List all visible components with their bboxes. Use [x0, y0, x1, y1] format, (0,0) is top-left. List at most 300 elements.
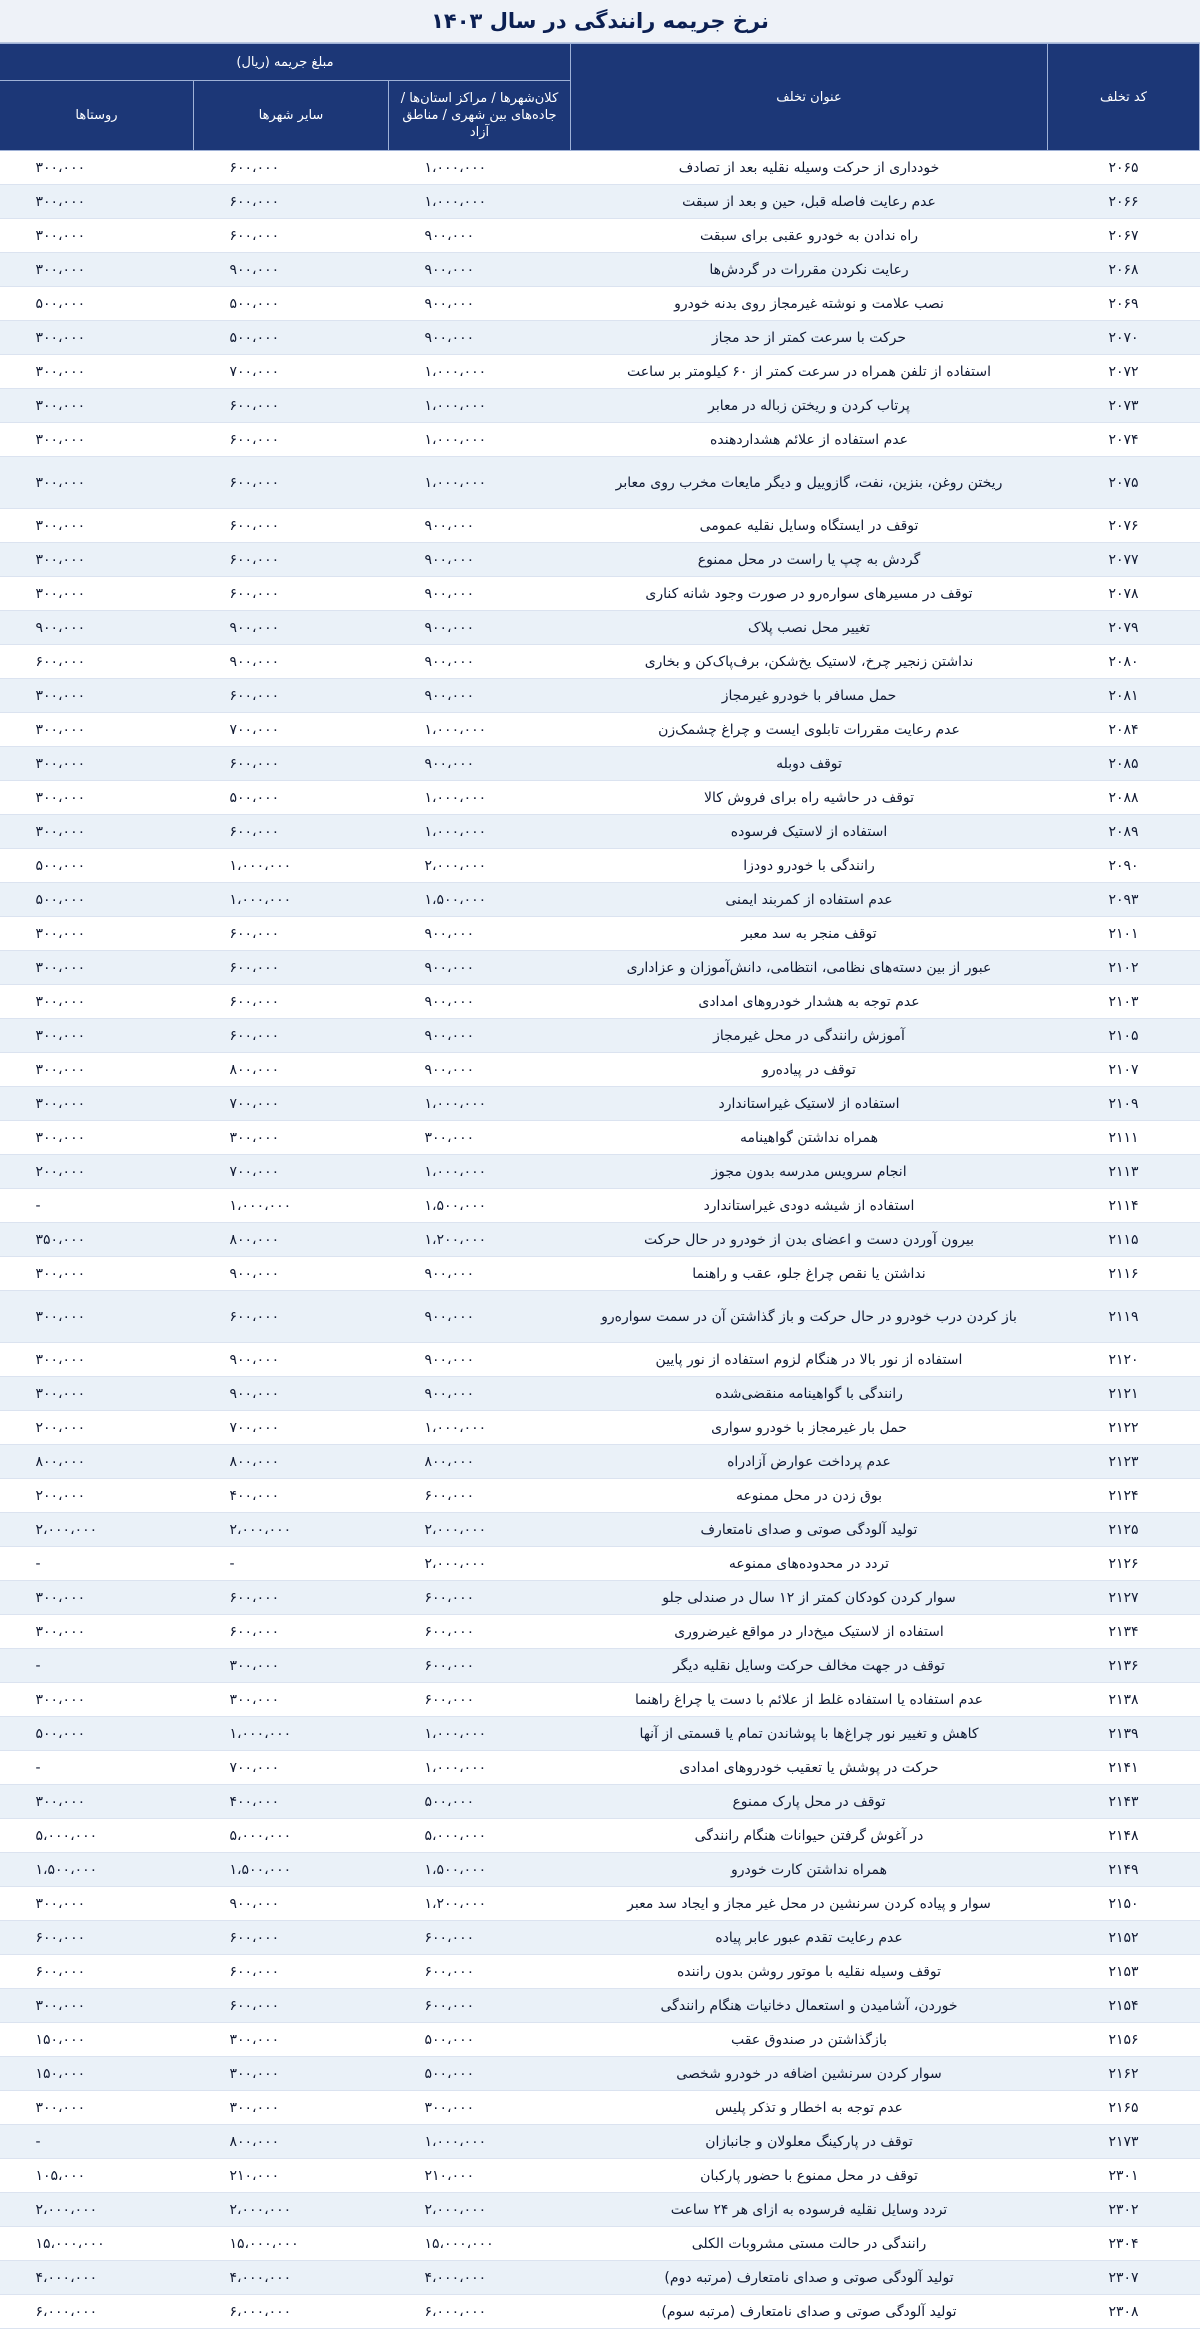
violation-code: ۲۱۵۰	[1048, 1887, 1200, 1921]
violation-code: ۲۱۱۵	[1048, 1223, 1200, 1257]
table-row	[0, 679, 1200, 713]
fine-villages: ۳۰۰،۰۰۰	[0, 713, 194, 747]
violation-code: ۲۰۹۰	[1048, 849, 1200, 883]
fine-big-cities: ۱،۰۰۰،۰۰۰	[389, 713, 571, 747]
table-row	[0, 253, 1200, 287]
fine-villages: ۳۰۰،۰۰۰	[0, 1019, 194, 1053]
fine-other-cities: ۷۰۰،۰۰۰	[194, 1751, 389, 1785]
violation-code: ۲۱۱۱	[1048, 1121, 1200, 1155]
violation-code: ۲۳۰۷	[1048, 2261, 1200, 2295]
table-row	[0, 2295, 1200, 2329]
violation-code: ۲۰۷۰	[1048, 321, 1200, 355]
violation-code: ۲۱۰۲	[1048, 951, 1200, 985]
violation-title: رعایت نکردن مقررات در گردش‌ها	[571, 253, 1048, 287]
violation-code: ۲۰۶۸	[1048, 253, 1200, 287]
violation-code: ۲۱۴۹	[1048, 1853, 1200, 1887]
table-row	[0, 1257, 1200, 1291]
fine-big-cities: ۹۰۰،۰۰۰	[389, 951, 571, 985]
violation-title: تغییر محل نصب پلاک	[571, 611, 1048, 645]
fine-big-cities: ۳۰۰،۰۰۰	[389, 1121, 571, 1155]
violation-title: توقف منجر به سد معبر	[571, 917, 1048, 951]
fine-big-cities: ۱،۰۰۰،۰۰۰	[389, 1411, 571, 1445]
table-row	[0, 185, 1200, 219]
violation-title: تولید آلودگی صوتی و صدای نامتعارف (مرتبه دوم)	[571, 2261, 1048, 2295]
violation-code: ۲۱۲۰	[1048, 1343, 1200, 1377]
violation-title: توقف در ایستگاه وسایل نقلیه عمومی	[571, 509, 1048, 543]
table-row	[0, 423, 1200, 457]
table-row	[0, 1513, 1200, 1547]
fine-other-cities: ۷۰۰،۰۰۰	[194, 1411, 389, 1445]
fine-other-cities: ۹۰۰،۰۰۰	[194, 1377, 389, 1411]
table-row	[0, 2091, 1200, 2125]
table-row	[0, 917, 1200, 951]
fine-other-cities: ۷۰۰،۰۰۰	[194, 355, 389, 389]
violation-code: ۲۳۰۸	[1048, 2295, 1200, 2329]
fine-villages: ۱۰۵،۰۰۰	[0, 2159, 194, 2193]
table-row	[0, 1445, 1200, 1479]
violation-code: ۲۱۳۴	[1048, 1615, 1200, 1649]
violation-code: ۲۱۰۱	[1048, 917, 1200, 951]
fine-villages: ۳۰۰،۰۰۰	[0, 1087, 194, 1121]
fine-big-cities: ۱،۲۰۰،۰۰۰	[389, 1887, 571, 1921]
violation-title: کاهش و تغییر نور چراغ‌ها با پوشاندن تمام یا قسمتی از آنها	[571, 1717, 1048, 1751]
fine-other-cities: ۱،۰۰۰،۰۰۰	[194, 1189, 389, 1223]
violation-code: ۲۱۶۲	[1048, 2057, 1200, 2091]
table-row	[0, 883, 1200, 917]
table-row	[0, 781, 1200, 815]
violation-title: تردد وسایل نقلیه فرسوده به ازای هر ۲۴ ساعت	[571, 2193, 1048, 2227]
fine-villages: -	[0, 1547, 194, 1581]
fine-other-cities: ۶۰۰،۰۰۰	[194, 985, 389, 1019]
fine-villages: -	[0, 1189, 194, 1223]
fine-villages: ۵۰۰،۰۰۰	[0, 1717, 194, 1751]
fine-villages: ۳۰۰،۰۰۰	[0, 1785, 194, 1819]
fine-other-cities: ۶۰۰،۰۰۰	[194, 389, 389, 423]
violation-code: ۲۱۲۱	[1048, 1377, 1200, 1411]
fine-villages: -	[0, 1751, 194, 1785]
table-row	[0, 1615, 1200, 1649]
violation-title: همراه نداشتن گواهینامه	[571, 1121, 1048, 1155]
fine-big-cities: ۱،۵۰۰،۰۰۰	[389, 1853, 571, 1887]
fine-other-cities: ۹۰۰،۰۰۰	[194, 1257, 389, 1291]
fine-other-cities: ۴۰۰،۰۰۰	[194, 1479, 389, 1513]
fine-villages: ۳۰۰،۰۰۰	[0, 1053, 194, 1087]
fine-big-cities: ۹۰۰،۰۰۰	[389, 253, 571, 287]
fine-other-cities: ۶۰۰،۰۰۰	[194, 185, 389, 219]
fine-villages: ۱۵۰،۰۰۰	[0, 2057, 194, 2091]
violation-title: استفاده از لاستیک غیراستاندارد	[571, 1087, 1048, 1121]
table-row	[0, 1223, 1200, 1257]
violation-code: ۲۱۳۸	[1048, 1683, 1200, 1717]
table-row	[0, 2159, 1200, 2193]
fine-big-cities: ۳۰۰،۰۰۰	[389, 2091, 571, 2125]
table-row	[0, 2125, 1200, 2159]
fine-other-cities: ۲۱۰،۰۰۰	[194, 2159, 389, 2193]
violation-code: ۲۱۷۳	[1048, 2125, 1200, 2159]
fine-big-cities: ۹۰۰،۰۰۰	[389, 543, 571, 577]
fine-other-cities: ۶۰۰،۰۰۰	[194, 423, 389, 457]
fine-other-cities: ۹۰۰،۰۰۰	[194, 1343, 389, 1377]
fine-villages: ۳۰۰،۰۰۰	[0, 509, 194, 543]
fine-other-cities: ۵۰۰،۰۰۰	[194, 321, 389, 355]
table-row	[0, 2193, 1200, 2227]
fine-other-cities: ۱،۰۰۰،۰۰۰	[194, 849, 389, 883]
violation-code: ۲۱۲۳	[1048, 1445, 1200, 1479]
fine-big-cities: ۲،۰۰۰،۰۰۰	[389, 2193, 571, 2227]
fine-villages: ۳۰۰،۰۰۰	[0, 253, 194, 287]
fine-villages: ۳۰۰،۰۰۰	[0, 747, 194, 781]
fine-villages: ۳۰۰،۰۰۰	[0, 917, 194, 951]
fine-villages: ۳۰۰،۰۰۰	[0, 219, 194, 253]
violation-code: ۲۰۸۰	[1048, 645, 1200, 679]
violation-title: تردد در محدوده‌های ممنوعه	[571, 1547, 1048, 1581]
header-other-cities: سایر شهرها	[194, 81, 389, 151]
table-row	[0, 1887, 1200, 1921]
violation-title: استفاده از شیشه دودی غیراستاندارد	[571, 1189, 1048, 1223]
violation-title: توقف در محل پارک ممنوع	[571, 1785, 1048, 1819]
fine-other-cities: ۸۰۰،۰۰۰	[194, 1223, 389, 1257]
violation-code: ۲۱۴۱	[1048, 1751, 1200, 1785]
fine-other-cities: ۴۰۰،۰۰۰	[194, 1785, 389, 1819]
fine-villages: ۳۰۰،۰۰۰	[0, 355, 194, 389]
violation-code: ۲۱۱۳	[1048, 1155, 1200, 1189]
violation-title: توقف در محل ممنوع با حضور پارکبان	[571, 2159, 1048, 2193]
violation-code: ۲۱۵۶	[1048, 2023, 1200, 2057]
fine-villages: ۵۰۰،۰۰۰	[0, 883, 194, 917]
violation-title: نداشتن زنجیر چرخ، لاستیک یخ‌شکن، برف‌پاک‌کن و بخاری	[571, 645, 1048, 679]
table-row	[0, 1121, 1200, 1155]
table-row	[0, 1343, 1200, 1377]
table-row	[0, 457, 1200, 509]
violation-title: باز کردن درب خودرو در حال حرکت و باز گذاشتن آن در سمت سواره‌رو	[571, 1291, 1048, 1343]
violation-title: حرکت در پوشش یا تعقیب خودروهای امدادی	[571, 1751, 1048, 1785]
table-row	[0, 2227, 1200, 2261]
fine-villages: ۲۰۰،۰۰۰	[0, 1411, 194, 1445]
fine-villages: ۳۰۰،۰۰۰	[0, 1887, 194, 1921]
table-row	[0, 2057, 1200, 2091]
violation-code: ۲۱۲۶	[1048, 1547, 1200, 1581]
fine-villages: ۲۰۰،۰۰۰	[0, 1155, 194, 1189]
fine-other-cities: ۶۰۰،۰۰۰	[194, 151, 389, 185]
fine-villages: ۳۰۰،۰۰۰	[0, 679, 194, 713]
violation-title: رانندگی با خودرو دودزا	[571, 849, 1048, 883]
header-violation: عنوان تخلف	[571, 44, 1048, 151]
table-row	[0, 1955, 1200, 1989]
header-villages: روستاها	[0, 81, 194, 151]
violation-title: استفاده از نور بالا در هنگام لزوم استفاده از نور پایین	[571, 1343, 1048, 1377]
violation-code: ۲۱۰۵	[1048, 1019, 1200, 1053]
fine-big-cities: ۶۰۰،۰۰۰	[389, 1479, 571, 1513]
violation-code: ۲۱۱۶	[1048, 1257, 1200, 1291]
fine-other-cities: ۳۰۰،۰۰۰	[194, 2091, 389, 2125]
violation-code: ۲۱۵۳	[1048, 1955, 1200, 1989]
fine-villages: ۳۰۰،۰۰۰	[0, 985, 194, 1019]
fine-other-cities: ۹۰۰،۰۰۰	[194, 645, 389, 679]
violation-code: ۲۰۷۵	[1048, 457, 1200, 509]
table-row	[0, 611, 1200, 645]
fine-other-cities: ۳۰۰،۰۰۰	[194, 1649, 389, 1683]
fine-villages: ۶۰۰،۰۰۰	[0, 645, 194, 679]
fine-other-cities: ۳۰۰،۰۰۰	[194, 1121, 389, 1155]
violation-code: ۲۱۲۷	[1048, 1581, 1200, 1615]
violation-code: ۲۰۷۲	[1048, 355, 1200, 389]
fine-villages: ۳۰۰،۰۰۰	[0, 951, 194, 985]
table-row	[0, 389, 1200, 423]
fine-other-cities: ۹۰۰،۰۰۰	[194, 1887, 389, 1921]
fine-villages: ۳۵۰،۰۰۰	[0, 1223, 194, 1257]
fine-big-cities: ۹۰۰،۰۰۰	[389, 1053, 571, 1087]
violation-title: توقف در حاشیه راه برای فروش کالا	[571, 781, 1048, 815]
violation-title: عدم استفاده از کمربند ایمنی	[571, 883, 1048, 917]
fine-other-cities: ۹۰۰،۰۰۰	[194, 253, 389, 287]
fine-other-cities: ۶۰۰،۰۰۰	[194, 1615, 389, 1649]
violation-title: رانندگی با گواهینامه منقضی‌شده	[571, 1377, 1048, 1411]
fine-big-cities: ۶۰۰،۰۰۰	[389, 1615, 571, 1649]
fine-villages: ۲،۰۰۰،۰۰۰	[0, 2193, 194, 2227]
violation-code: ۲۰۷۷	[1048, 543, 1200, 577]
violation-code: ۲۱۰۷	[1048, 1053, 1200, 1087]
violation-code: ۲۱۰۹	[1048, 1087, 1200, 1121]
violation-title: توقف در پارکینگ معلولان و جانبازان	[571, 2125, 1048, 2159]
fine-big-cities: ۲،۰۰۰،۰۰۰	[389, 1513, 571, 1547]
fine-villages: ۱،۵۰۰،۰۰۰	[0, 1853, 194, 1887]
violation-title: راه ندادن به خودرو عقبی برای سبقت	[571, 219, 1048, 253]
fine-other-cities: ۳۰۰،۰۰۰	[194, 1683, 389, 1717]
violation-code: ۲۰۷۸	[1048, 577, 1200, 611]
violation-code: ۲۰۷۳	[1048, 389, 1200, 423]
fine-villages: ۴،۰۰۰،۰۰۰	[0, 2261, 194, 2295]
fine-villages: ۳۰۰،۰۰۰	[0, 1683, 194, 1717]
violation-code: ۲۰۸۵	[1048, 747, 1200, 781]
fine-big-cities: ۱،۵۰۰،۰۰۰	[389, 1189, 571, 1223]
fine-big-cities: ۶۰۰،۰۰۰	[389, 1921, 571, 1955]
fine-other-cities: ۵۰۰،۰۰۰	[194, 287, 389, 321]
violation-title: گردش به چپ یا راست در محل ممنوع	[571, 543, 1048, 577]
fine-big-cities: ۱،۰۰۰،۰۰۰	[389, 2125, 571, 2159]
fine-villages: ۳۰۰،۰۰۰	[0, 423, 194, 457]
header-code: کد تخلف	[1048, 44, 1200, 151]
fine-other-cities: ۶۰۰،۰۰۰	[194, 577, 389, 611]
table-row	[0, 1683, 1200, 1717]
violation-title: انجام سرویس مدرسه بدون مجوز	[571, 1155, 1048, 1189]
violation-code: ۲۱۲۵	[1048, 1513, 1200, 1547]
fines-table	[0, 43, 1200, 2329]
table-row	[0, 577, 1200, 611]
violation-title: بیرون آوردن دست و اعضای بدن از خودرو در حال حرکت	[571, 1223, 1048, 1257]
fine-other-cities: ۶۰۰،۰۰۰	[194, 1989, 389, 2023]
fine-villages: ۵،۰۰۰،۰۰۰	[0, 1819, 194, 1853]
table-row	[0, 849, 1200, 883]
violation-title: آموزش رانندگی در محل غیرمجاز	[571, 1019, 1048, 1053]
table-row	[0, 1479, 1200, 1513]
fine-big-cities: ۲،۰۰۰،۰۰۰	[389, 1547, 571, 1581]
table-row	[0, 509, 1200, 543]
fine-villages: ۲۰۰،۰۰۰	[0, 1479, 194, 1513]
fine-big-cities: ۱،۲۰۰،۰۰۰	[389, 1223, 571, 1257]
violation-code: ۲۰۷۶	[1048, 509, 1200, 543]
fine-big-cities: ۹۰۰،۰۰۰	[389, 747, 571, 781]
table-row	[0, 1785, 1200, 1819]
table-row	[0, 543, 1200, 577]
fine-big-cities: ۹۰۰،۰۰۰	[389, 1377, 571, 1411]
fine-big-cities: ۹۰۰،۰۰۰	[389, 985, 571, 1019]
violation-code: ۲۰۸۸	[1048, 781, 1200, 815]
fine-big-cities: ۱،۰۰۰،۰۰۰	[389, 1751, 571, 1785]
fine-villages: ۳۰۰،۰۰۰	[0, 577, 194, 611]
violation-code: ۲۰۷۴	[1048, 423, 1200, 457]
violation-title: خودداری از حرکت وسیله نقلیه بعد از تصادف	[571, 151, 1048, 185]
violation-title: عدم استفاده از علائم هشداردهنده	[571, 423, 1048, 457]
violation-title: توقف در پیاده‌رو	[571, 1053, 1048, 1087]
violation-code: ۲۱۶۵	[1048, 2091, 1200, 2125]
table-row	[0, 151, 1200, 185]
fine-other-cities: ۶۰۰،۰۰۰	[194, 747, 389, 781]
violation-code: ۲۰۸۹	[1048, 815, 1200, 849]
fine-villages: ۹۰۰،۰۰۰	[0, 611, 194, 645]
table-row	[0, 1019, 1200, 1053]
fine-big-cities: ۸۰۰،۰۰۰	[389, 1445, 571, 1479]
fine-villages: ۳۰۰،۰۰۰	[0, 1121, 194, 1155]
fine-other-cities: ۸۰۰،۰۰۰	[194, 1445, 389, 1479]
fine-big-cities: ۱،۰۰۰،۰۰۰	[389, 1717, 571, 1751]
table-row	[0, 1377, 1200, 1411]
violation-code: ۲۱۲۴	[1048, 1479, 1200, 1513]
violation-title: سوار کردن کودکان کمتر از ۱۲ سال در صندلی جلو	[571, 1581, 1048, 1615]
fine-big-cities: ۱،۰۰۰،۰۰۰	[389, 355, 571, 389]
violation-title: استفاده از تلفن همراه در سرعت کمتر از ۶۰ کیلومتر بر ساعت	[571, 355, 1048, 389]
fine-villages: ۳۰۰،۰۰۰	[0, 1343, 194, 1377]
header-amount-group: مبلغ جریمه (ریال)	[0, 44, 571, 81]
violation-title: ریختن روغن، بنزین، نفت، گازوییل و دیگر مایعات مخرب روی معابر	[571, 457, 1048, 509]
fine-other-cities: ۱،۰۰۰،۰۰۰	[194, 883, 389, 917]
fine-villages: ۳۰۰،۰۰۰	[0, 815, 194, 849]
fine-other-cities: ۶۰۰،۰۰۰	[194, 543, 389, 577]
violation-title: عدم رعایت مقررات تابلوی ایست و چراغ چشمک‌زن	[571, 713, 1048, 747]
fine-big-cities: ۵۰۰،۰۰۰	[389, 2023, 571, 2057]
violation-title: تولید آلودگی صوتی و صدای نامتعارف	[571, 1513, 1048, 1547]
fine-other-cities: ۶۰۰،۰۰۰	[194, 457, 389, 509]
fine-villages: ۳۰۰،۰۰۰	[0, 1291, 194, 1343]
fine-other-cities: ۶۰۰،۰۰۰	[194, 1921, 389, 1955]
fine-other-cities: ۶۰۰،۰۰۰	[194, 815, 389, 849]
fine-other-cities: ۷۰۰،۰۰۰	[194, 713, 389, 747]
violation-code: ۲۰۸۴	[1048, 713, 1200, 747]
table-row	[0, 321, 1200, 355]
fine-big-cities: ۱،۰۰۰،۰۰۰	[389, 815, 571, 849]
fine-other-cities: ۶۰۰،۰۰۰	[194, 1581, 389, 1615]
violation-code: ۲۱۲۲	[1048, 1411, 1200, 1445]
violation-title: خوردن، آشامیدن و استعمال دخانیات هنگام رانندگی	[571, 1989, 1048, 2023]
violation-code: ۲۰۶۶	[1048, 185, 1200, 219]
fine-villages: ۳۰۰،۰۰۰	[0, 1989, 194, 2023]
violation-title: عدم رعایت تقدم عبور عابر پیاده	[571, 1921, 1048, 1955]
violation-title: عدم توجه به اخطار و تذکر پلیس	[571, 2091, 1048, 2125]
fine-other-cities: ۶۰۰،۰۰۰	[194, 917, 389, 951]
fine-other-cities: ۷۰۰،۰۰۰	[194, 1087, 389, 1121]
violation-title: همراه نداشتن کارت خودرو	[571, 1853, 1048, 1887]
fine-big-cities: ۱،۰۰۰،۰۰۰	[389, 781, 571, 815]
fine-villages: -	[0, 2125, 194, 2159]
table-row	[0, 287, 1200, 321]
violation-title: بوق زدن در محل ممنوعه	[571, 1479, 1048, 1513]
violation-title: نداشتن یا نقص چراغ جلو، عقب و راهنما	[571, 1257, 1048, 1291]
fine-big-cities: ۱،۰۰۰،۰۰۰	[389, 1087, 571, 1121]
fine-other-cities: ۵،۰۰۰،۰۰۰	[194, 1819, 389, 1853]
table-row	[0, 645, 1200, 679]
fine-big-cities: ۹۰۰،۰۰۰	[389, 1257, 571, 1291]
violation-code: ۲۰۶۹	[1048, 287, 1200, 321]
fine-other-cities: ۸۰۰،۰۰۰	[194, 2125, 389, 2159]
fine-other-cities: ۳۰۰،۰۰۰	[194, 2057, 389, 2091]
fine-other-cities: ۶۰۰،۰۰۰	[194, 1291, 389, 1343]
fine-villages: ۱۵۰،۰۰۰	[0, 2023, 194, 2057]
violation-code: ۲۱۳۹	[1048, 1717, 1200, 1751]
table-row	[0, 1189, 1200, 1223]
fine-villages: ۱۵،۰۰۰،۰۰۰	[0, 2227, 194, 2261]
fine-other-cities: ۶۰۰،۰۰۰	[194, 951, 389, 985]
table-row	[0, 747, 1200, 781]
violation-title: پرتاب کردن و ریختن زباله در معابر	[571, 389, 1048, 423]
fine-big-cities: ۹۰۰،۰۰۰	[389, 917, 571, 951]
fine-big-cities: ۹۰۰،۰۰۰	[389, 1291, 571, 1343]
fine-big-cities: ۱۵،۰۰۰،۰۰۰	[389, 2227, 571, 2261]
violation-code: ۲۱۳۶	[1048, 1649, 1200, 1683]
fine-other-cities: ۱،۵۰۰،۰۰۰	[194, 1853, 389, 1887]
fine-villages: ۸۰۰،۰۰۰	[0, 1445, 194, 1479]
table-row	[0, 1819, 1200, 1853]
violation-code: ۲۰۹۳	[1048, 883, 1200, 917]
fine-big-cities: ۹۰۰،۰۰۰	[389, 577, 571, 611]
fine-big-cities: ۹۰۰،۰۰۰	[389, 679, 571, 713]
fine-other-cities: ۶۰۰،۰۰۰	[194, 219, 389, 253]
fine-other-cities: ۸۰۰،۰۰۰	[194, 1053, 389, 1087]
fine-big-cities: ۱،۰۰۰،۰۰۰	[389, 457, 571, 509]
table-row	[0, 985, 1200, 1019]
fine-big-cities: ۵۰۰،۰۰۰	[389, 2057, 571, 2091]
fine-big-cities: ۹۰۰،۰۰۰	[389, 219, 571, 253]
fine-big-cities: ۶،۰۰۰،۰۰۰	[389, 2295, 571, 2329]
table-row	[0, 1087, 1200, 1121]
violation-code: ۲۳۰۱	[1048, 2159, 1200, 2193]
violation-code: ۲۳۰۲	[1048, 2193, 1200, 2227]
fine-big-cities: ۹۰۰،۰۰۰	[389, 1019, 571, 1053]
table-row	[0, 2023, 1200, 2057]
fine-big-cities: ۶۰۰،۰۰۰	[389, 1581, 571, 1615]
violation-title: توقف دوبله	[571, 747, 1048, 781]
fine-other-cities: ۶۰۰،۰۰۰	[194, 1019, 389, 1053]
violation-code: ۲۱۰۳	[1048, 985, 1200, 1019]
header-big-cities: کلان‌شهرها / مراکز استان‌ها / جاده‌های بین شهری / مناطق آزاد	[389, 81, 571, 151]
fine-other-cities: ۷۰۰،۰۰۰	[194, 1155, 389, 1189]
fine-big-cities: ۱،۰۰۰،۰۰۰	[389, 423, 571, 457]
violation-title: عدم پرداخت عوارض آزادراه	[571, 1445, 1048, 1479]
fine-other-cities: ۱،۰۰۰،۰۰۰	[194, 1717, 389, 1751]
table-row	[0, 1853, 1200, 1887]
fine-other-cities: ۳۰۰،۰۰۰	[194, 2023, 389, 2057]
violation-title: عدم توجه به هشدار خودروهای امدادی	[571, 985, 1048, 1019]
violation-code: ۲۰۷۹	[1048, 611, 1200, 645]
fine-other-cities: ۶،۰۰۰،۰۰۰	[194, 2295, 389, 2329]
table-row	[0, 713, 1200, 747]
page-title: نرخ جریمه رانندگی در سال ۱۴۰۳	[0, 0, 1200, 43]
fine-big-cities: ۶۰۰،۰۰۰	[389, 1683, 571, 1717]
fine-big-cities: ۹۰۰،۰۰۰	[389, 287, 571, 321]
table-row	[0, 1751, 1200, 1785]
fine-big-cities: ۹۰۰،۰۰۰	[389, 321, 571, 355]
fine-other-cities: ۶۰۰،۰۰۰	[194, 1955, 389, 1989]
violation-code: ۲۳۰۴	[1048, 2227, 1200, 2261]
table-row	[0, 1547, 1200, 1581]
